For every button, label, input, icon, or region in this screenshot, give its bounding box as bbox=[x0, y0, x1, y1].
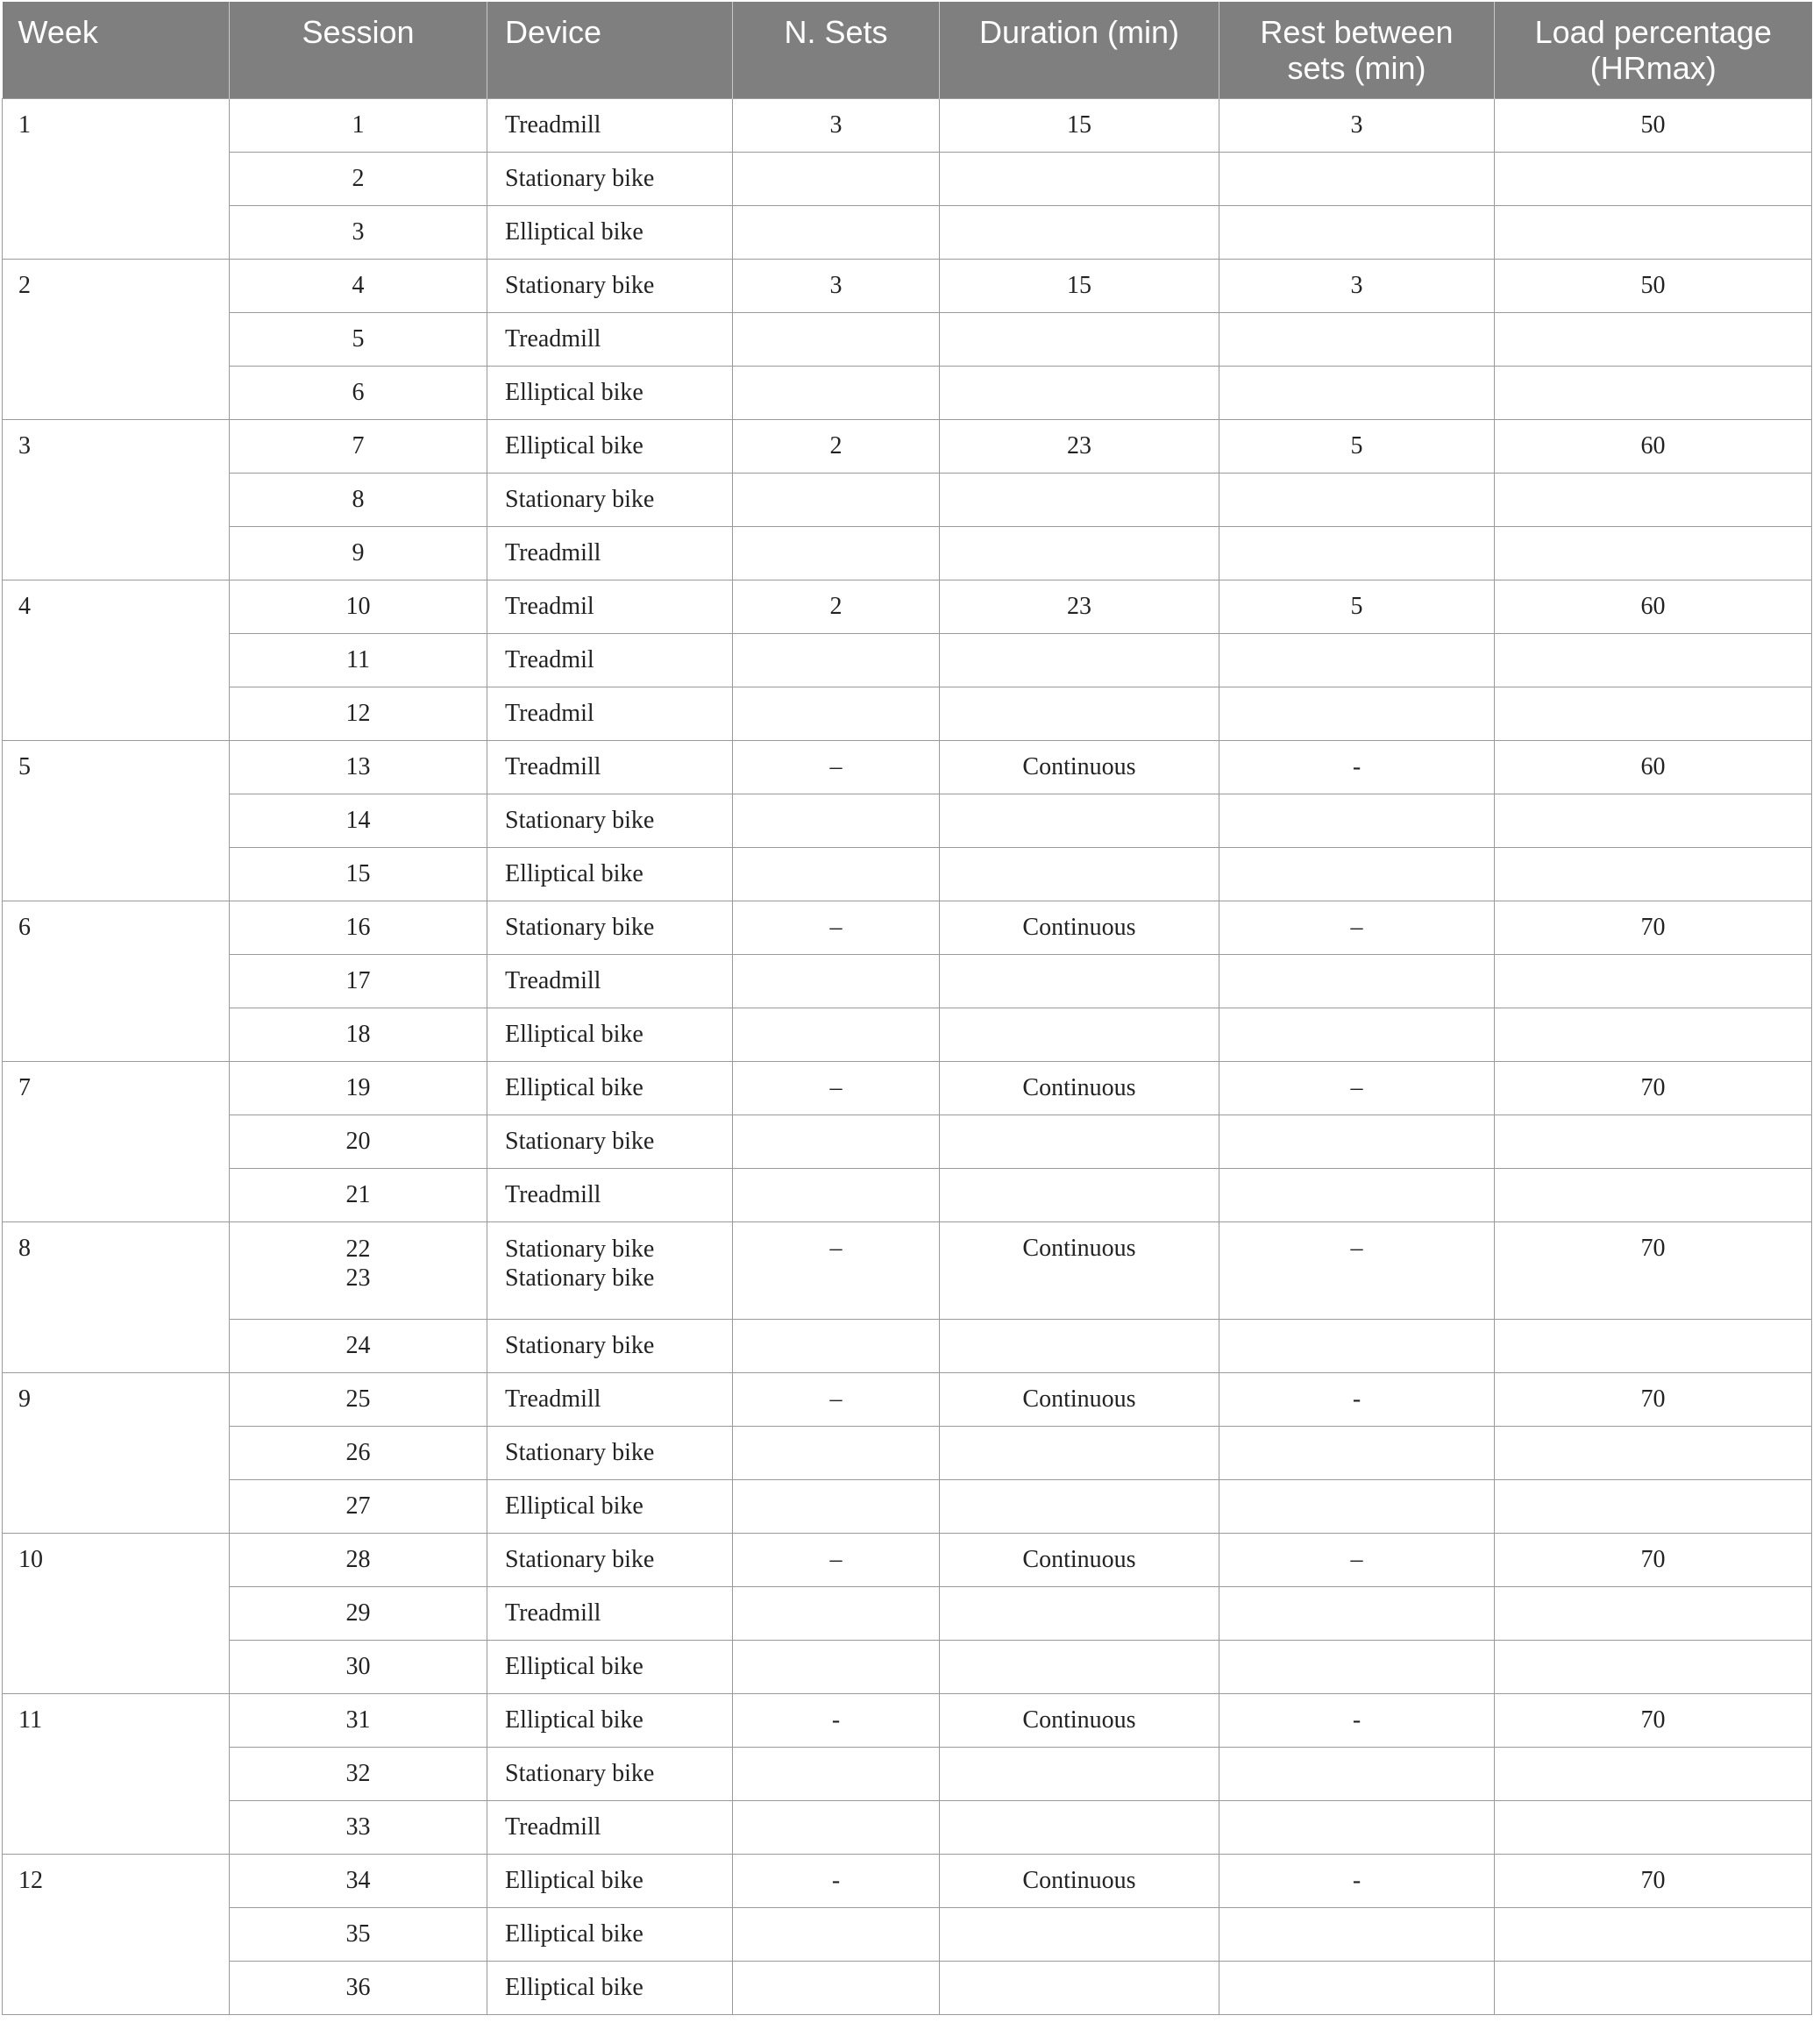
device-cell: Stationary bike bbox=[487, 152, 733, 205]
sets-cell: – bbox=[733, 740, 940, 794]
load-cell bbox=[1495, 687, 1812, 740]
session-cell: 29 bbox=[230, 1586, 487, 1640]
sets-cell bbox=[733, 526, 940, 580]
table-row bbox=[3, 1854, 1812, 1907]
device-cell: Stationary bike bbox=[487, 473, 733, 526]
week-cell: 2 bbox=[3, 259, 230, 419]
duration-cell bbox=[940, 1640, 1219, 1693]
session-cell: 12 bbox=[230, 687, 487, 740]
sets-cell: – bbox=[733, 1221, 940, 1319]
header-row bbox=[3, 2, 1812, 98]
rest-cell bbox=[1219, 1115, 1495, 1168]
load-cell: 50 bbox=[1495, 259, 1812, 312]
sets-cell bbox=[733, 687, 940, 740]
load-cell bbox=[1495, 1479, 1812, 1533]
sets-cell: - bbox=[733, 1854, 940, 1907]
rest-cell bbox=[1219, 794, 1495, 847]
rest-cell: - bbox=[1219, 1372, 1495, 1426]
device-cell: Treadmil bbox=[487, 633, 733, 687]
load-cell bbox=[1495, 1168, 1812, 1221]
load-cell: 70 bbox=[1495, 1533, 1812, 1586]
rest-cell bbox=[1219, 847, 1495, 901]
week-cell: 9 bbox=[3, 1372, 230, 1533]
duration-cell: 23 bbox=[940, 419, 1219, 473]
duration-cell bbox=[940, 1115, 1219, 1168]
rest-cell: – bbox=[1219, 1533, 1495, 1586]
session-cell: 16 bbox=[230, 901, 487, 954]
device-cell: Elliptical bike bbox=[487, 1640, 733, 1693]
sets-cell bbox=[733, 954, 940, 1008]
table-row bbox=[3, 259, 1812, 312]
session-cell bbox=[230, 1221, 487, 1319]
duration-cell bbox=[940, 1800, 1219, 1854]
rest-cell bbox=[1219, 1961, 1495, 2014]
device-cell: Treadmill bbox=[487, 954, 733, 1008]
duration-cell: Continuous bbox=[940, 901, 1219, 954]
session-cell: 2 bbox=[230, 152, 487, 205]
device-cell-line: Stationary bike bbox=[505, 1264, 655, 1292]
duration-cell bbox=[940, 1426, 1219, 1479]
duration-cell bbox=[940, 1586, 1219, 1640]
week-cell: 5 bbox=[3, 740, 230, 901]
session-cell: 32 bbox=[230, 1747, 487, 1800]
load-cell: 70 bbox=[1495, 901, 1812, 954]
week-cell: 11 bbox=[3, 1693, 230, 1854]
sets-cell bbox=[733, 366, 940, 419]
session-cell: 26 bbox=[230, 1426, 487, 1479]
session-cell: 35 bbox=[230, 1907, 487, 1961]
session-cell-line: 23 bbox=[345, 1264, 371, 1292]
week-cell: 12 bbox=[3, 1854, 230, 2014]
device-cell: Stationary bike bbox=[487, 1426, 733, 1479]
rest-cell bbox=[1219, 1907, 1495, 1961]
table-row bbox=[3, 98, 1812, 152]
load-cell: 50 bbox=[1495, 98, 1812, 152]
sets-cell bbox=[733, 1961, 940, 2014]
duration-cell: Continuous bbox=[940, 1533, 1219, 1586]
duration-cell bbox=[940, 1907, 1219, 1961]
rest-cell bbox=[1219, 1008, 1495, 1061]
session-cell: 15 bbox=[230, 847, 487, 901]
session-cell: 19 bbox=[230, 1061, 487, 1115]
rest-cell bbox=[1219, 1586, 1495, 1640]
device-cell: Treadmil bbox=[487, 580, 733, 633]
table-body bbox=[3, 98, 1812, 2014]
session-cell: 13 bbox=[230, 740, 487, 794]
sets-cell bbox=[733, 1168, 940, 1221]
duration-cell: Continuous bbox=[940, 1372, 1219, 1426]
sets-cell bbox=[733, 1008, 940, 1061]
header-load: Load percentage (HRmax) bbox=[1495, 2, 1812, 98]
table-row bbox=[3, 419, 1812, 473]
device-cell: Treadmill bbox=[487, 740, 733, 794]
device-cell: Treadmill bbox=[487, 1586, 733, 1640]
session-cell: 11 bbox=[230, 633, 487, 687]
load-cell bbox=[1495, 954, 1812, 1008]
load-cell bbox=[1495, 1640, 1812, 1693]
device-cell: Elliptical bike bbox=[487, 847, 733, 901]
table-row bbox=[3, 1221, 1812, 1319]
duration-cell bbox=[940, 473, 1219, 526]
device-cell: Stationary bike bbox=[487, 1115, 733, 1168]
device-cell: Stationary bike bbox=[487, 901, 733, 954]
sets-cell bbox=[733, 794, 940, 847]
duration-cell bbox=[940, 312, 1219, 366]
table-row bbox=[3, 1586, 1812, 1640]
training-protocol-table bbox=[2, 2, 1812, 2015]
table-row bbox=[3, 847, 1812, 901]
table-row bbox=[3, 1115, 1812, 1168]
header-rest: Rest between sets (min) bbox=[1219, 2, 1495, 98]
session-cell: 18 bbox=[230, 1008, 487, 1061]
session-cell: 27 bbox=[230, 1479, 487, 1533]
sets-cell bbox=[733, 1800, 940, 1854]
load-cell: 70 bbox=[1495, 1221, 1812, 1319]
device-cell: Elliptical bike bbox=[487, 1907, 733, 1961]
duration-cell bbox=[940, 152, 1219, 205]
load-cell bbox=[1495, 205, 1812, 259]
load-cell bbox=[1495, 1426, 1812, 1479]
rest-cell bbox=[1219, 1426, 1495, 1479]
duration-cell bbox=[940, 1008, 1219, 1061]
sets-cell: 2 bbox=[733, 580, 940, 633]
rest-cell bbox=[1219, 473, 1495, 526]
sets-cell: – bbox=[733, 901, 940, 954]
load-cell bbox=[1495, 1586, 1812, 1640]
header-session: Session bbox=[230, 2, 487, 98]
session-cell: 33 bbox=[230, 1800, 487, 1854]
rest-cell: – bbox=[1219, 1221, 1495, 1319]
sets-cell bbox=[733, 312, 940, 366]
session-cell: 25 bbox=[230, 1372, 487, 1426]
table-row bbox=[3, 954, 1812, 1008]
duration-cell: Continuous bbox=[940, 1854, 1219, 1907]
session-cell: 14 bbox=[230, 794, 487, 847]
table-row bbox=[3, 1747, 1812, 1800]
sets-cell bbox=[733, 1907, 940, 1961]
load-cell bbox=[1495, 1907, 1812, 1961]
table-row bbox=[3, 794, 1812, 847]
sets-cell: – bbox=[733, 1533, 940, 1586]
duration-cell bbox=[940, 366, 1219, 419]
table-row bbox=[3, 1640, 1812, 1693]
table-row bbox=[3, 205, 1812, 259]
load-cell: 70 bbox=[1495, 1854, 1812, 1907]
session-cell: 24 bbox=[230, 1319, 487, 1372]
week-cell: 10 bbox=[3, 1533, 230, 1693]
device-cell: Treadmill bbox=[487, 312, 733, 366]
device-cell-line: Stationary bike bbox=[505, 1235, 655, 1263]
duration-cell bbox=[940, 526, 1219, 580]
duration-cell: Continuous bbox=[940, 740, 1219, 794]
load-cell bbox=[1495, 847, 1812, 901]
load-cell bbox=[1495, 1800, 1812, 1854]
table-row bbox=[3, 740, 1812, 794]
rest-cell: 3 bbox=[1219, 98, 1495, 152]
session-cell: 30 bbox=[230, 1640, 487, 1693]
session-cell: 36 bbox=[230, 1961, 487, 2014]
rest-cell: - bbox=[1219, 740, 1495, 794]
device-cell: Elliptical bike bbox=[487, 1008, 733, 1061]
load-cell bbox=[1495, 473, 1812, 526]
session-cell: 1 bbox=[230, 98, 487, 152]
load-cell bbox=[1495, 152, 1812, 205]
rest-cell: 3 bbox=[1219, 259, 1495, 312]
rest-cell: – bbox=[1219, 1061, 1495, 1115]
device-cell: Elliptical bike bbox=[487, 1854, 733, 1907]
rest-cell bbox=[1219, 954, 1495, 1008]
header-week: Week bbox=[3, 2, 230, 98]
rest-cell bbox=[1219, 633, 1495, 687]
sets-cell bbox=[733, 1426, 940, 1479]
device-cell: Treadmill bbox=[487, 1372, 733, 1426]
sets-cell bbox=[733, 1640, 940, 1693]
device-cell: Stationary bike bbox=[487, 1319, 733, 1372]
table-row bbox=[3, 1479, 1812, 1533]
session-cell: 3 bbox=[230, 205, 487, 259]
rest-cell bbox=[1219, 1640, 1495, 1693]
table-row bbox=[3, 526, 1812, 580]
table-row bbox=[3, 312, 1812, 366]
duration-cell bbox=[940, 633, 1219, 687]
sets-cell bbox=[733, 1479, 940, 1533]
duration-cell: 15 bbox=[940, 259, 1219, 312]
table-row bbox=[3, 1168, 1812, 1221]
rest-cell bbox=[1219, 1747, 1495, 1800]
duration-cell: 23 bbox=[940, 580, 1219, 633]
duration-cell: Continuous bbox=[940, 1061, 1219, 1115]
device-cell: Elliptical bike bbox=[487, 366, 733, 419]
duration-cell bbox=[940, 687, 1219, 740]
load-cell: 60 bbox=[1495, 419, 1812, 473]
load-cell bbox=[1495, 312, 1812, 366]
rest-cell bbox=[1219, 366, 1495, 419]
table-row bbox=[3, 1061, 1812, 1115]
table-row bbox=[3, 1533, 1812, 1586]
rest-cell bbox=[1219, 1479, 1495, 1533]
table-row bbox=[3, 1372, 1812, 1426]
device-cell bbox=[487, 1221, 733, 1319]
rest-cell: - bbox=[1219, 1693, 1495, 1747]
week-cell: 1 bbox=[3, 98, 230, 259]
header-sets: N. Sets bbox=[733, 2, 940, 98]
session-cell: 20 bbox=[230, 1115, 487, 1168]
session-cell: 9 bbox=[230, 526, 487, 580]
rest-cell bbox=[1219, 1319, 1495, 1372]
load-cell bbox=[1495, 1008, 1812, 1061]
sets-cell bbox=[733, 1747, 940, 1800]
table-row bbox=[3, 1426, 1812, 1479]
week-cell: 8 bbox=[3, 1221, 230, 1372]
duration-cell bbox=[940, 954, 1219, 1008]
header-duration: Duration (min) bbox=[940, 2, 1219, 98]
device-cell: Elliptical bike bbox=[487, 1961, 733, 2014]
device-cell: Elliptical bike bbox=[487, 1693, 733, 1747]
duration-cell: Continuous bbox=[940, 1693, 1219, 1747]
table-row bbox=[3, 1693, 1812, 1747]
rest-cell bbox=[1219, 1800, 1495, 1854]
week-cell: 4 bbox=[3, 580, 230, 740]
sets-cell bbox=[733, 847, 940, 901]
rest-cell bbox=[1219, 205, 1495, 259]
sets-cell: – bbox=[733, 1061, 940, 1115]
rest-cell bbox=[1219, 687, 1495, 740]
session-cell: 4 bbox=[230, 259, 487, 312]
table-row bbox=[3, 633, 1812, 687]
load-cell bbox=[1495, 1961, 1812, 2014]
sets-cell bbox=[733, 633, 940, 687]
sets-cell bbox=[733, 473, 940, 526]
session-cell: 5 bbox=[230, 312, 487, 366]
rest-cell bbox=[1219, 312, 1495, 366]
session-cell: 10 bbox=[230, 580, 487, 633]
duration-cell bbox=[940, 1319, 1219, 1372]
sets-cell: - bbox=[733, 1693, 940, 1747]
device-cell: Stationary bike bbox=[487, 1533, 733, 1586]
session-cell-line: 22 bbox=[345, 1235, 371, 1263]
week-cell: 3 bbox=[3, 419, 230, 580]
table-row bbox=[3, 1008, 1812, 1061]
duration-cell bbox=[940, 1747, 1219, 1800]
load-cell bbox=[1495, 1115, 1812, 1168]
sets-cell bbox=[733, 1319, 940, 1372]
week-cell: 7 bbox=[3, 1061, 230, 1221]
device-cell: Elliptical bike bbox=[487, 1061, 733, 1115]
header-device: Device bbox=[487, 2, 733, 98]
table-row bbox=[3, 473, 1812, 526]
duration-cell bbox=[940, 847, 1219, 901]
load-cell: 60 bbox=[1495, 740, 1812, 794]
session-cell: 6 bbox=[230, 366, 487, 419]
duration-cell bbox=[940, 1168, 1219, 1221]
device-cell: Treadmill bbox=[487, 1168, 733, 1221]
rest-cell bbox=[1219, 152, 1495, 205]
sets-cell: – bbox=[733, 1372, 940, 1426]
rest-cell: 5 bbox=[1219, 580, 1495, 633]
load-cell: 60 bbox=[1495, 580, 1812, 633]
table-row bbox=[3, 1319, 1812, 1372]
session-cell: 31 bbox=[230, 1693, 487, 1747]
device-cell: Elliptical bike bbox=[487, 205, 733, 259]
duration-cell: Continuous bbox=[940, 1221, 1219, 1319]
load-cell: 70 bbox=[1495, 1693, 1812, 1747]
load-cell: 70 bbox=[1495, 1061, 1812, 1115]
sets-cell bbox=[733, 1586, 940, 1640]
load-cell: 70 bbox=[1495, 1372, 1812, 1426]
session-cell: 21 bbox=[230, 1168, 487, 1221]
session-cell: 8 bbox=[230, 473, 487, 526]
load-cell bbox=[1495, 366, 1812, 419]
session-cell: 17 bbox=[230, 954, 487, 1008]
device-cell: Elliptical bike bbox=[487, 419, 733, 473]
sets-cell bbox=[733, 205, 940, 259]
rest-cell: 5 bbox=[1219, 419, 1495, 473]
session-cell: 7 bbox=[230, 419, 487, 473]
sets-cell: 3 bbox=[733, 98, 940, 152]
device-cell: Elliptical bike bbox=[487, 1479, 733, 1533]
duration-cell bbox=[940, 205, 1219, 259]
rest-cell bbox=[1219, 526, 1495, 580]
session-cell: 28 bbox=[230, 1533, 487, 1586]
duration-cell bbox=[940, 1479, 1219, 1533]
table-row bbox=[3, 366, 1812, 419]
table-row bbox=[3, 152, 1812, 205]
load-cell bbox=[1495, 526, 1812, 580]
rest-cell bbox=[1219, 1168, 1495, 1221]
duration-cell bbox=[940, 794, 1219, 847]
duration-cell bbox=[940, 1961, 1219, 2014]
table-row bbox=[3, 580, 1812, 633]
table-row bbox=[3, 687, 1812, 740]
table-row bbox=[3, 1961, 1812, 2014]
week-cell: 6 bbox=[3, 901, 230, 1061]
table-header bbox=[3, 2, 1812, 98]
rest-cell: - bbox=[1219, 1854, 1495, 1907]
load-cell bbox=[1495, 1747, 1812, 1800]
rest-cell: – bbox=[1219, 901, 1495, 954]
sets-cell bbox=[733, 152, 940, 205]
table-row bbox=[3, 901, 1812, 954]
sets-cell bbox=[733, 1115, 940, 1168]
load-cell bbox=[1495, 794, 1812, 847]
sets-cell: 2 bbox=[733, 419, 940, 473]
duration-cell: 15 bbox=[940, 98, 1219, 152]
session-cell: 34 bbox=[230, 1854, 487, 1907]
table-row bbox=[3, 1800, 1812, 1854]
table-row bbox=[3, 1907, 1812, 1961]
sets-cell: 3 bbox=[733, 259, 940, 312]
device-cell: Stationary bike bbox=[487, 794, 733, 847]
device-cell: Stationary bike bbox=[487, 1747, 733, 1800]
device-cell: Stationary bike bbox=[487, 259, 733, 312]
device-cell: Treadmill bbox=[487, 1800, 733, 1854]
device-cell: Treadmill bbox=[487, 98, 733, 152]
device-cell: Treadmil bbox=[487, 687, 733, 740]
device-cell: Treadmill bbox=[487, 526, 733, 580]
load-cell bbox=[1495, 633, 1812, 687]
load-cell bbox=[1495, 1319, 1812, 1372]
